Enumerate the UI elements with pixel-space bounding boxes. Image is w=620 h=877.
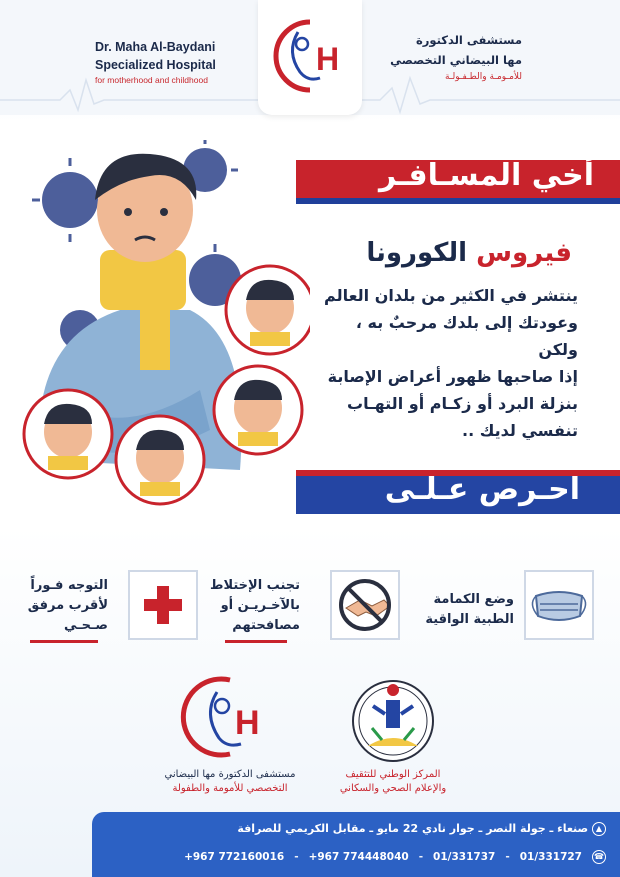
body-line: وعودتك إلى بلدك مرحبٌ به ، ولكن	[355, 313, 578, 359]
hospital-caption-line1: مستشفى الدكتورة مها البيضاني	[164, 769, 296, 780]
address-text: صنعاء ـ جولة النصر ـ جوار نادي 22 مايو ـ مقابل الكريمي للصرافة	[237, 822, 589, 835]
hospital-caption-line2: التخصصي للأمومة والطفولة	[172, 783, 288, 794]
body-line: تنفسي لديك ..	[462, 421, 578, 440]
center-caption-line1: المركز الوطني للتثقيف	[345, 769, 441, 780]
tip-line: الطبية الواقية	[425, 612, 514, 627]
health-center-logo-icon	[348, 676, 438, 766]
tip-medical-text	[8, 576, 108, 636]
medical-cross-icon	[128, 570, 198, 640]
center-caption	[318, 768, 468, 796]
hospital-name-ar-line1: مستشفى الدكتورة	[415, 33, 522, 47]
tip-line: التوجه فـوراً	[30, 578, 108, 593]
body-line: بنزلة البرد أو زكـام أو التهـاب	[347, 394, 578, 413]
symptom-cough-icon	[116, 416, 204, 504]
hospital-logo-icon	[258, 0, 362, 115]
symptom-headache-icon	[226, 266, 310, 354]
body-line: ينتشر في الكثير من بلدان العالم	[324, 286, 578, 305]
location-icon: ▲	[592, 822, 606, 836]
tip-line: صـحـي	[64, 618, 108, 633]
hospital-tagline-ar: للأمـومـة والطـفـولـة	[444, 72, 522, 82]
tip-line: بالآخـريـن أو	[220, 598, 300, 613]
hospital-name-ar-line2: مها البيضاني التخصصي	[390, 53, 522, 67]
tip-line: مصافحتهم	[232, 618, 300, 633]
virus-title	[366, 238, 572, 268]
tip-mask-text	[404, 590, 514, 630]
center-caption-line2: والإعلام الصحي والسكاني	[339, 783, 447, 794]
hospital-logo-icon	[175, 672, 285, 762]
phone-number: 01/331737	[433, 851, 496, 863]
tip-line: وضع الكمامة	[433, 592, 514, 607]
phone-number: +967 774448040	[308, 851, 409, 863]
hospital-name-en-line1: Dr. Maha Al-Baydani	[95, 40, 216, 54]
precautions-banner	[296, 472, 620, 514]
precautions-banner-text: احـرص عـلـى	[384, 472, 580, 507]
hospital-name-en-line2: Specialized Hospital	[95, 58, 216, 72]
phone-icon: ☎	[592, 850, 606, 864]
sick-person-illustration	[0, 140, 310, 510]
hospital-name-ar	[372, 30, 522, 82]
virus-title-suffix: الكورونا	[366, 238, 468, 268]
phone-number: 01/331727	[519, 851, 582, 863]
hospital-tagline-en: for motherhood and childhood	[95, 75, 208, 85]
footer-phones: +967 772160016 - +967 774448040 - 01/331737 - 01/331727 ☎	[184, 850, 606, 864]
body-line: إذا صاحبها ظهور أعراض الإصابة	[327, 367, 578, 386]
tip-medical-underline	[30, 640, 98, 643]
svg-text:H: H	[316, 41, 340, 77]
hospital-name-en	[95, 38, 216, 85]
symptom-sneeze-icon	[24, 390, 112, 478]
mask-icon	[524, 570, 594, 640]
hospital-logo-box	[258, 0, 362, 115]
hospital-caption	[140, 768, 320, 796]
symptom-fever-icon	[214, 366, 302, 454]
traveler-banner-accent	[296, 198, 620, 204]
tip-handshake-underline	[225, 640, 287, 643]
svg-text:H: H	[235, 704, 260, 742]
traveler-banner-text: أخي المسـافـر	[379, 158, 594, 193]
body-paragraph	[318, 282, 578, 444]
virus-title-prefix: فيروس	[476, 238, 572, 268]
no-handshake-icon	[330, 570, 400, 640]
tip-line: تجنب الإختلاط	[209, 578, 300, 593]
footer-contact-bar	[92, 812, 620, 877]
traveler-banner	[296, 160, 620, 198]
tip-line: لأقرب مرفق	[27, 598, 108, 613]
phone-number: +967 772160016	[184, 851, 285, 863]
tip-handshake-text	[200, 576, 300, 636]
footer-address	[237, 822, 606, 836]
